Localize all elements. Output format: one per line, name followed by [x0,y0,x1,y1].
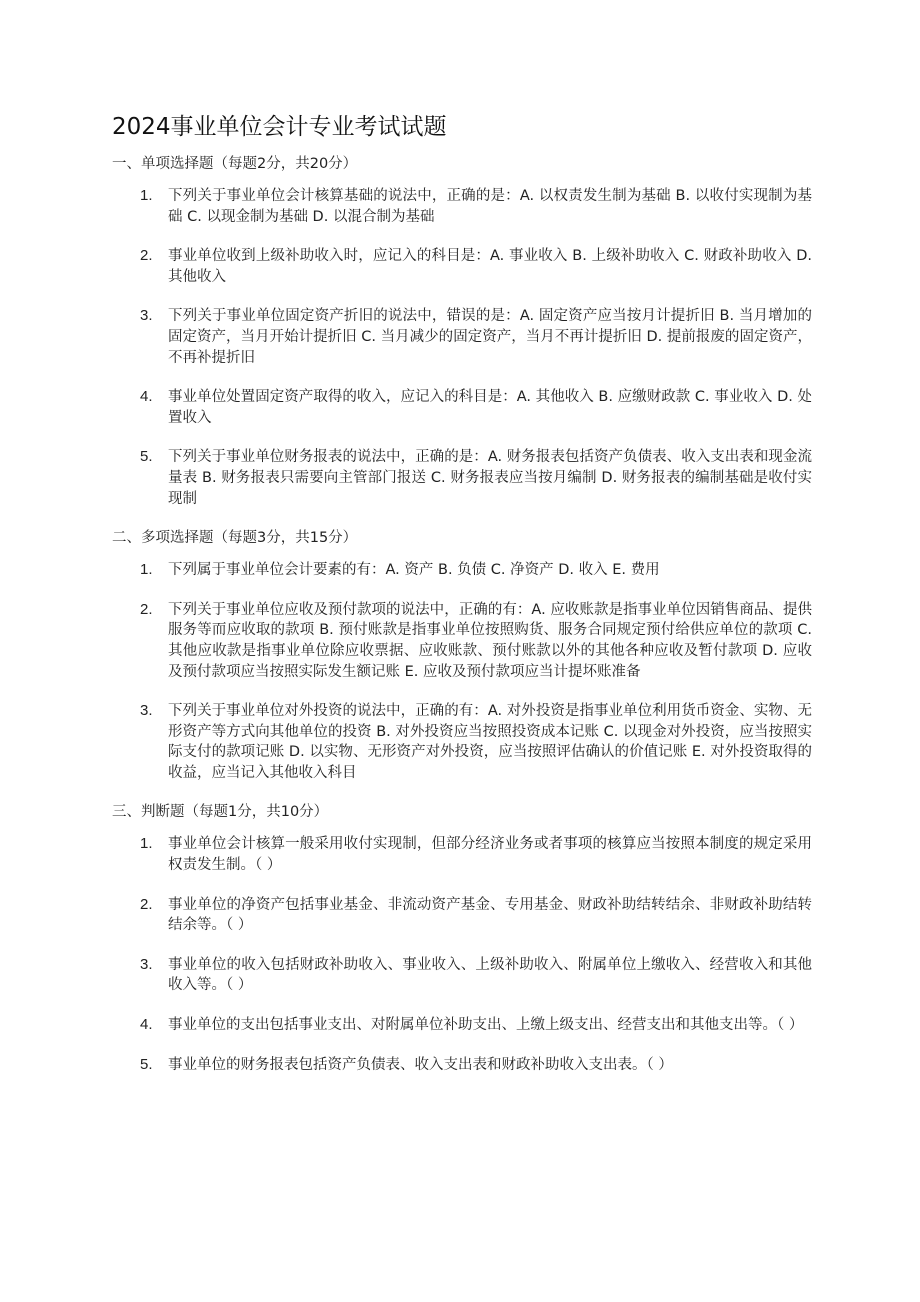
question-list [112,834,812,1075]
question-number: 1. [140,187,153,204]
question-item [112,955,812,996]
question-item [112,306,812,368]
section-single-choice [112,154,812,509]
question-list [112,186,812,509]
section-multiple-choice [112,528,812,783]
section-heading: 二、多项选择题（每题3分，共15分） [112,530,358,547]
question-text: 下列关于事业单位固定资产折旧的说法中，错误的是：A. 固定资产应当按月计提折旧 B. 当月增加的固定资产，当月开始计提折旧 C. 当月减少的固定资产，当月不再计提折旧 D. 提前报废的固定资产，不再补提折旧 [168,308,812,366]
question-text: 事业单位的收入包括财政补助收入、事业收入、上级补助收入、附属单位上缴收入、经营收入和其他收入等。（ ） [168,956,812,994]
question-number: 1. [140,561,153,579]
question-text: 下列关于事业单位财务报表的说法中，正确的是：A. 财务报表包括资产负债表、收入支出表和现金流量表 B. 财务报表只需要向主管部门报送 C. 财务报表应当按月编制 D. 财务报表的编制基础是收付实现制 [168,449,812,507]
question-item [112,834,812,875]
question-text: 事业单位收到上级补助收入时，应记入的科目是：A. 事业收入 B. 上级补助收入 C. 财政补助收入 D. 其他收入 [168,248,812,285]
question-number: 1. [140,835,153,853]
question-text: 事业单位处置固定资产取得的收入，应记入的科目是：A. 其他收入 B. 应缴财政款 C. 事业收入 D. 处置收入 [168,389,812,426]
question-number: 2. [140,600,153,618]
question-item [112,186,812,227]
question-number: 3. [140,955,153,973]
question-text: 事业单位会计核算一般采用收付实现制，但部分经济业务或者事项的核算应当按照本制度的规定采用权责发生制。（ ） [168,836,812,874]
question-number: 2. [140,895,153,913]
question-text: 下列属于事业单位会计要素的有：A. 资产 B. 负债 C. 净资产 D. 收入 E. 费用 [168,562,660,579]
question-list [112,560,812,783]
section-heading: 一、单项选择题（每题2分，共20分） [112,156,358,172]
question-item [112,560,812,581]
question-text: 事业单位的支出包括事业支出、对附属单位补助支出、上缴上级支出、经营支出和其他支出等。（ ） [168,1017,804,1034]
question-number: 4. [140,388,153,406]
question-number: 4. [140,1016,153,1034]
question-item [112,895,812,936]
question-item [112,246,812,287]
question-item [112,600,812,682]
question-item [112,387,812,428]
question-number: 3. [140,702,153,720]
question-number: 5. [140,1055,153,1073]
page-title: 2024事业单位会计专业考试试题 [112,114,447,140]
question-number: 3. [140,307,153,325]
question-item [112,447,812,509]
question-text: 下列关于事业单位会计核算基础的说法中，正确的是：A. 以权责发生制为基础 B. 以收付实现制为基础 C. 以现金制为基础 D. 以混合制为基础 [168,188,812,225]
question-number: 2. [140,247,153,265]
question-item [112,1055,812,1076]
section-true-false [112,802,812,1075]
document-page [112,112,812,1094]
question-number: 5. [140,448,153,466]
question-text: 下列关于事业单位应收及预付款项的说法中，正确的有：A. 应收账款是指事业单位因销售商品、提供服务等而应收取的款项 B. 预付账款是指事业单位按照购货、服务合同规定预付给供应单位的款项 C. 其他应收款是指事业单位除应收票据、应收账款、预付账款以外的其他各种应收及暂付款项 D. 应收及预付款项应当按照实际发生额记账 E. 应收及预付款项应当计提坏账准备 [168,601,812,680]
question-text: 事业单位的净资产包括事业基金、非流动资产基金、专用基金、财政补助结转结余、非财政补助结转结余等。（ ） [168,896,812,934]
question-text: 下列关于事业单位对外投资的说法中，正确的有：A. 对外投资是指事业单位利用货币资金、实物、无形资产等方式向其他单位的投资 B. 对外投资应当按照投资成本记账 C. 以现金对外投资，应当按照实际支付的款项记账 D. 以实物、无形资产对外投资，应当按照评估确认的价值记账 E. 对外投资取得的收益，应当记入其他收入科目 [168,703,812,781]
question-item [112,1015,812,1036]
question-text: 事业单位的财务报表包括资产负债表、收入支出表和财政补助收入支出表。（ ） [168,1056,673,1073]
question-item [112,701,812,783]
section-heading: 三、判断题（每题1分，共10分） [112,804,329,821]
